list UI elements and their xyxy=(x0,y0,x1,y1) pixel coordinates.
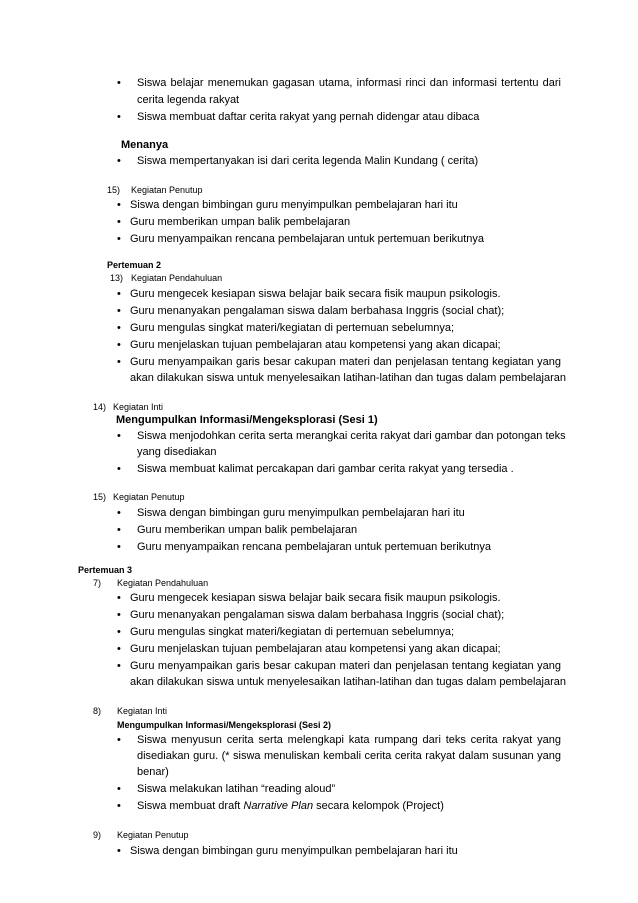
session-heading: Mengumpulkan Informasi/Mengeksplorasi (Sesi 2) xyxy=(117,720,332,730)
bullet-text: Guru menyampaikan rencana pembelajaran untuk pertemuan berikutnya xyxy=(130,233,485,245)
bullet-text: Siswa mempertanyakan isi dari cerita legenda Malin Kundang ( cerita) xyxy=(137,155,479,167)
heading-menanya: Menanya xyxy=(121,139,169,151)
bullet: • xyxy=(117,734,121,746)
bullet: • xyxy=(117,609,121,621)
bullet: • xyxy=(117,463,121,475)
bullet-text: Siswa dengan bimbingan guru menyimpulkan pembelajaran hari itu xyxy=(130,845,458,857)
bullet-text: Guru menyampaikan garis besar cakupan materi dan penjelasan tentang kegiatan yang xyxy=(130,356,561,368)
bullet: • xyxy=(117,524,121,536)
bullet-text: Guru menanyakan pengalaman siswa dalam berbahasa Inggris (social chat); xyxy=(130,305,505,317)
item-label: Kegiatan Pendahuluan xyxy=(131,273,223,283)
bullet-text: Guru menjelaskan tujuan pembelajaran atau kompetensi yang akan dicapai; xyxy=(130,339,501,351)
item-number: 8) xyxy=(93,706,102,716)
bullet: • xyxy=(117,660,121,672)
item-label: Kegiatan Penutup xyxy=(113,492,185,502)
bullet: • xyxy=(117,356,121,368)
item-label: Kegiatan Penutup xyxy=(131,185,203,195)
item-label: Kegiatan Inti xyxy=(113,402,164,412)
bullet: • xyxy=(117,783,121,795)
bullet: • xyxy=(117,322,121,334)
bullet-text: Siswa membuat kalimat percakapan dari gambar cerita rakyat yang tersedia . xyxy=(137,463,514,475)
bullet: • xyxy=(117,643,121,655)
bullet-text: Guru memberikan umpan balik pembelajaran xyxy=(137,524,358,536)
bullet-text: Guru menanyakan pengalaman siswa dalam berbahasa Inggris (social chat); xyxy=(130,609,505,621)
bullet: • xyxy=(117,507,121,519)
bullet-text-cont: cerita legenda rakyat xyxy=(137,94,240,106)
bullet-text-cont: yang disediakan xyxy=(137,446,217,458)
bullet: • xyxy=(117,430,121,442)
bullet: • xyxy=(117,288,121,300)
bullet-text: Siswa menyusun cerita serta melengkapi kata rumpang dari teks cerita rakyat yang xyxy=(137,734,561,746)
bullet: • xyxy=(117,199,121,211)
bullet: • xyxy=(117,541,121,553)
bullet: • xyxy=(117,592,121,604)
item-number: 15) xyxy=(107,185,121,195)
bullet: • xyxy=(117,626,121,638)
bullet-text: Siswa menjodohkan cerita serta merangkai cerita rakyat dari gambar dan potongan teks xyxy=(137,430,566,442)
bullet-text: Guru mengecek kesiapan siswa belajar baik secara fisik maupun psikologis. xyxy=(130,592,501,604)
bullet-text: Guru memberikan umpan balik pembelajaran xyxy=(130,216,351,228)
session-heading: Mengumpulkan Informasi/Mengeksplorasi (Sesi 1) xyxy=(116,414,378,426)
item-label: Kegiatan Inti xyxy=(117,706,168,716)
bullet-text: Guru mengulas singkat materi/kegiatan di pertemuan sebelumnya; xyxy=(130,626,455,638)
bullet-text: Guru menyampaikan garis besar cakupan materi dan penjelasan tentang kegiatan yang xyxy=(130,660,561,672)
bullet-text-cont: akan dilakukan siswa untuk menyelesaikan latihan-latihan dan tugas dalam pembelajaran xyxy=(130,676,566,688)
bullet: • xyxy=(117,77,121,89)
bullet: • xyxy=(117,233,121,245)
bullet-text: Siswa melakukan latihan “reading aloud” xyxy=(137,783,336,795)
bullet-text: Siswa belajar menemukan gagasan utama, informasi rinci dan informasi tertentu dari xyxy=(137,77,561,89)
item-label: Kegiatan Penutup xyxy=(117,830,189,840)
item-number: 14) xyxy=(93,402,107,412)
item-label: Kegiatan Pendahuluan xyxy=(117,578,209,588)
bullet: • xyxy=(117,111,121,123)
item-number: 9) xyxy=(93,830,102,840)
bullet-text-part: Siswa membuat draft xyxy=(137,800,244,812)
bullet: • xyxy=(117,216,121,228)
item-number: 13) xyxy=(110,273,124,283)
bullet-text: Siswa dengan bimbingan guru menyimpulkan pembelajaran hari itu xyxy=(137,507,465,519)
bullet: • xyxy=(117,845,121,857)
bullet-text: Guru menyampaikan rencana pembelajaran untuk pertemuan berikutnya xyxy=(137,541,492,553)
section-heading-pertemuan-2: Pertemuan 2 xyxy=(107,260,162,270)
bullet-text: Siswa membuat daftar cerita rakyat yang pernah didengar atau dibaca xyxy=(137,111,480,123)
bullet-text: Guru mengulas singkat materi/kegiatan di pertemuan sebelumnya; xyxy=(130,322,455,334)
bullet-text xyxy=(137,799,444,813)
bullet: • xyxy=(117,155,121,167)
bullet-text-italic: Narrative Plan xyxy=(243,800,314,812)
bullet-text-cont: benar) xyxy=(137,766,169,778)
section-heading-pertemuan-3: Pertemuan 3 xyxy=(78,565,133,575)
bullet-text-part: secara kelompok (Project) xyxy=(313,800,444,812)
bullet: • xyxy=(117,800,121,812)
item-number: 7) xyxy=(93,578,102,588)
bullet-text-cont: akan dilakukan siswa untuk menyelesaikan latihan-latihan dan tugas dalam pembelajaran xyxy=(130,372,566,384)
item-number: 15) xyxy=(93,492,107,502)
bullet-text: Guru menjelaskan tujuan pembelajaran atau kompetensi yang akan dicapai; xyxy=(130,643,501,655)
bullet-text-cont: disediakan guru. (* siswa menuliskan kembali cerita cerita rakyat dalam susunan yang xyxy=(137,750,561,762)
bullet-text: Guru mengecek kesiapan siswa belajar baik secara fisik maupun psikologis. xyxy=(130,288,501,300)
bullet-text: Siswa dengan bimbingan guru menyimpulkan pembelajaran hari itu xyxy=(130,199,458,211)
bullet: • xyxy=(117,339,121,351)
bullet: • xyxy=(117,305,121,317)
